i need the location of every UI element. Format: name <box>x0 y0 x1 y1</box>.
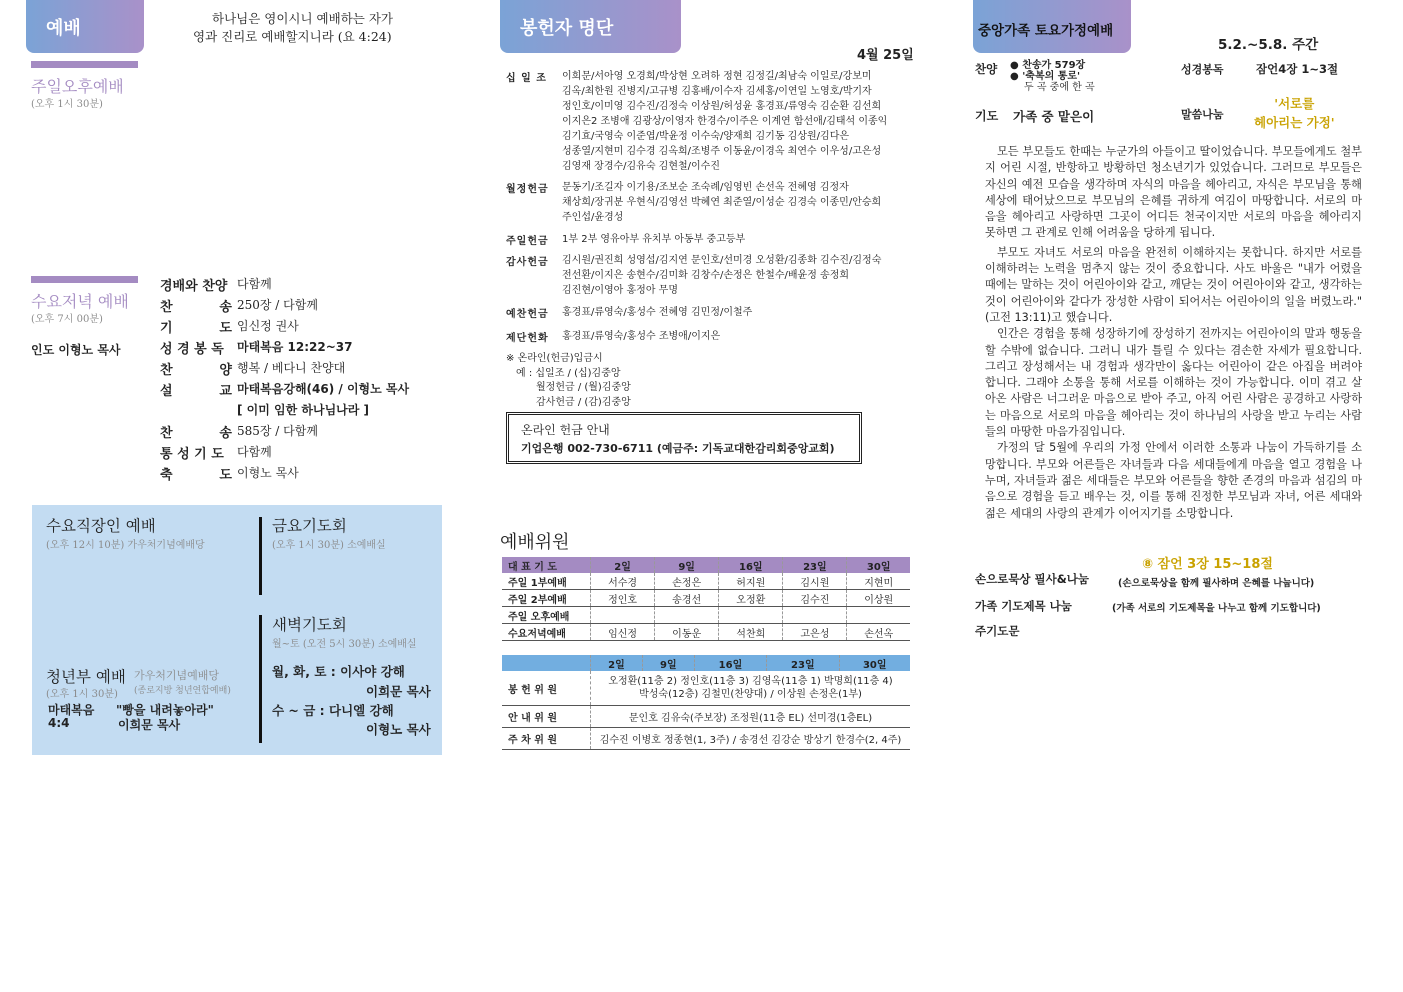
donors-date: 4월 25일 <box>857 48 914 63</box>
divider <box>259 615 262 743</box>
bank-title: 온라인 헌금 안내 <box>521 423 610 437</box>
family-worship-tab: 중앙가족 토요가정예배 <box>973 0 1131 53</box>
youth-place-2: (종로지방 청년연합예배) <box>134 686 231 696</box>
bible-text: 잠언4장 1~3절 <box>1256 62 1339 76</box>
hymn-list: ● 찬송가 579장 ● '축복의 통로' 두 곡 중에 한 곡 <box>1010 60 1095 93</box>
roster-tithe: 십 일 조 이희문/서아영 오경희/박상현 오려하 정현 김정길/최남숙 이일로/강보미 김옥/최한원 진병지/고규병 김홍배/이수자 김세홍/이연일 노영호/박기자 정인호/이미영 김수진/김정숙 이상원/허성윤 홍경표/류영숙 김순환 김선희 이지은2 조병애 김광상/이영자 한경수/이주은 이계연 함선애/김태석 이종익 김기효/국영숙 이준엽/박윤정 이수숙/양재희 김기동 김상원/김다은 성종열/지현미 김수경 김옥희/조병주 이동윤/이경옥 최연수 이우성/고은성 김영재 장경수/김유숙 김현철/이수진 <box>506 71 888 172</box>
verse-line-2: 영과 진리로 예배할지니라 (요 4:24) <box>193 29 392 44</box>
sun-pm-time: (오후 1시 30분) <box>31 99 103 110</box>
youth-place: 가우처기념예배당 <box>134 669 220 682</box>
wed-title: 수요저녁 예배 <box>31 292 129 311</box>
committee-table <box>502 655 910 750</box>
prayer-table <box>502 557 910 641</box>
services-box <box>32 505 442 755</box>
table-header: 대 표 기 도 2일 9일 16일 23일 30일 <box>502 557 910 573</box>
order-row: 경배와 찬양 다함께 <box>160 277 272 294</box>
dawn-line-2: 수 ~ 금 : 다니엘 강해 <box>272 703 394 718</box>
family-prayer-label: 가족 기도제목 나눔 <box>975 599 1072 613</box>
order-row: 찬 송 250장 / 다함께 <box>160 298 318 315</box>
table-row: 주일 오후예배 <box>502 607 910 624</box>
wed-time: (오후 7시 00분) <box>31 314 103 325</box>
verse-line-1: 하나님은 영이시니 예배하는 자가 <box>212 11 393 26</box>
youth-preacher: 이희문 목사 <box>118 718 181 732</box>
roster-altar: 제단헌화 홍경표/류영숙/홍성수 조병애/이지은 <box>506 331 721 344</box>
proverb-ref: ⑧ 잠언 3장 15~18절 <box>1142 557 1273 572</box>
committee-title: 예배위원 <box>500 532 570 553</box>
youth-title: 청년부 예배 <box>46 668 126 686</box>
order-row: 성 경 봉 독 마태복음 12:22~37 <box>160 340 353 357</box>
week-label: 5.2.~5.8. 주간 <box>1218 37 1319 53</box>
worker-title: 수요직장인 예배 <box>46 517 156 535</box>
dawn-line-1: 월, 화, 토 : 이사야 강해 <box>272 664 405 679</box>
roster-praise: 예찬헌금 홍경표/류영숙/홍성수 전혜영 김민정/이철주 <box>506 307 753 320</box>
wed-order <box>160 275 450 485</box>
order-row: 설 교 마태복음강해(46) / 이형노 목사 <box>160 382 410 399</box>
youth-time: (오후 1시 30분) <box>46 689 118 700</box>
bank-box <box>506 412 862 464</box>
order-row: 찬 송 585장 / 다함께 <box>160 424 318 441</box>
worship-tab: 예배 <box>26 0 144 53</box>
youth-scripture: 마태복음 <box>48 703 95 717</box>
online-note: ※ 온라인(헌금)입금시 예 : 십일조 / (십)김중앙 월정헌금 / (월)김중앙 감사헌금 / (감)김중앙 <box>506 353 631 408</box>
paragraph: 인간은 경험을 통해 성장하기에 장성하기 전까지는 어린아이의 말과 행동을 할 수밖에 없습니다. 그러니 내가 틀릴 수 있다는 겸손한 자세가 필요합니다. 그리고 장성해서는 내 경험과 생각만이 옳다는 어린아이 같은 아집을 버려야 합니다. 그래야 소통을 통해 서로를 이해하는 것이 가능합니다. 이미 겪고 살아온 사람은 너그러운 마음으로 받아 주고, 아직 어린 사람은 공경하고 사랑하는 마음으로 서로의 마음을 헤아리는 것이 하나님의 사랑을 받고 누리는 사람들의 마땅한 마음가짐입니다. <box>985 327 1362 439</box>
word-title: '서로를 헤아리는 가정' <box>1254 96 1335 130</box>
dawn-line-1b: 이희문 목사 <box>366 684 431 699</box>
worker-time: (오후 12시 10분) 가우처기념예배당 <box>46 540 205 551</box>
section-bar <box>31 61 138 68</box>
order-row: 축 도 이형노 목사 <box>160 466 299 483</box>
prayer-text: 가족 중 맡은이 <box>1013 109 1095 124</box>
table-row: 주일 1부예배 서수경 손정은 허지원 김시원 지현미 <box>502 573 910 590</box>
order-row: 통 성 기 도 다함께 <box>160 445 272 462</box>
roster-sunday: 주일헌금 1부 2부 영유아부 유치부 아동부 중고등부 <box>506 234 746 247</box>
copy-desc: (손으로묵상을 함께 필사하며 은혜를 나눕니다) <box>1118 578 1315 589</box>
paragraph: 모든 부모들도 한때는 누군가의 아들이고 딸이었습니다. 부모들에게도 철부지 어린 시절, 반항하고 방황하던 청소년기가 있었습니다. 그러므로 부모들은 자신의 예전 모습을 생각하며 자식의 마음을 헤아리고, 자식은 부모님을 통해 세상에 태어났으므로 부모님의 은혜를 귀하게 여김이 마땅합니다. 서로의 마음을 헤아리고 사랑하면 그곳이 어디든 천국이지만 서로의 마음을 헤아리지 못하면 그 관계로 인해 어려움을 당하게 됩니다. <box>985 145 1362 240</box>
meditation-text <box>985 144 1362 522</box>
dawn-time: 월~토 (오전 5시 30분) 소예배실 <box>272 639 417 650</box>
bible-label: 성경봉독 <box>1181 63 1224 76</box>
order-row: [ 이미 임한 하나님나라 ] <box>237 403 370 417</box>
family-prayer-desc: (가족 서로의 기도제목을 나누고 함께 기도합니다) <box>1112 603 1321 614</box>
copy-label: 손으로묵상 필사&나눔 <box>975 572 1090 586</box>
table-header: 2일 9일 16일 23일 30일 <box>502 655 910 671</box>
section-bar <box>31 276 138 283</box>
order-row: 찬 양 행복 / 베다니 찬양대 <box>160 361 346 378</box>
dawn-title: 새벽기도회 <box>272 616 347 634</box>
dawn-line-2b: 이형노 목사 <box>366 722 431 737</box>
friday-title: 금요기도회 <box>272 517 347 535</box>
order-row: 기 도 임신정 권사 <box>160 319 299 336</box>
table-row: 봉 헌 위 원 오정환(11층 2) 정인호(11층 3) 김영옥(11층 1) 박명희(11층 4) 박성숙(12층) 김철민(찬양대) / 이상원 손정은(1부) <box>502 671 910 706</box>
roster-thanks: 감사헌금 김시원/권진희 성영섭/김지연 문인호/선미경 오성환/김종화 김수진/김정숙 전선환/이지은 송현수/김미화 김창수/손정은 한철수/배윤정 송정희 김진현/이영아 홍정아 무명 <box>506 255 882 296</box>
table-row: 안 내 위 원 문인호 김유숙(주보장) 조정원(11층 EL) 선미경(1층EL) <box>502 706 910 728</box>
hymn-label: 찬양 <box>975 62 998 76</box>
wed-leader: 인도 이형노 목사 <box>31 343 121 357</box>
table-row: 주 차 위 원 김수진 이병호 정종현(1, 3주) / 송경선 김강순 방상기 한경수(2, 4주) <box>502 728 910 750</box>
lords-prayer-label: 주기도문 <box>975 624 1020 638</box>
paragraph: 부모도 자녀도 서로의 마음을 완전히 이해하지는 못합니다. 하지만 서로를 이해하려는 노력을 멈추지 않는 것이 중요합니다. 사도 바울은 "내가 어렸을 때에는 말하는 것이 어린아이와 같고, 깨닫는 것이 어린아이와 같고, 생각하는 것이 어린아이와 같다가 장성한 사람이 되어서는 어린아이의 일을 버렸노라."(고전 13:11)고 했습니다. <box>985 245 1362 324</box>
roster-monthly: 월정헌금 문동기/조길자 이기용/조보순 조숙례/임영빈 손선옥 전혜영 김정자 채상희/장귀분 우현식/김영선 박혜연 최준열/이성순 김경숙 이종민/안승희 주인섭/윤경성 <box>506 182 882 223</box>
youth-scripture-2: 4:4 <box>48 716 70 730</box>
youth-sermon: "빵을 내려놓아라" <box>116 703 214 717</box>
prayer-label: 기도 <box>975 109 999 123</box>
sun-pm-title: 주일오후예배 <box>31 77 124 96</box>
paragraph: 가정의 달 5월에 우리의 가정 안에서 이러한 소통과 나눔이 가득하기를 소망합니다. 부모와 어른들은 자녀들과 다음 세대들에게 마음을 열고 경험을 나누며, 자녀들과 젊은 세대들은 부모와 어른들을 향한 존경의 마음과 섬김의 마음으로 경험을 듣고 배우는 것, 이를 통해 진정한 부모님과 자녀, 어른 세대와 젊은 세대의 사랑의 관계가 이어지기를 소망합니다. <box>985 441 1362 520</box>
friday-time: (오후 1시 30분) 소예배실 <box>272 540 386 551</box>
divider <box>259 517 262 595</box>
word-label: 말씀나눔 <box>1181 108 1224 121</box>
table-row: 주일 2부예배 정인호 송경선 오정환 김수진 이상원 <box>502 590 910 607</box>
bank-account: 기업은행 002-730-6711 (예금주: 기독교대한감리회중앙교회) <box>521 442 835 455</box>
table-row: 수요저녁예배 임신정 이동운 석찬희 고은성 손선옥 <box>502 624 910 641</box>
donors-tab: 봉헌자 명단 <box>500 0 681 53</box>
